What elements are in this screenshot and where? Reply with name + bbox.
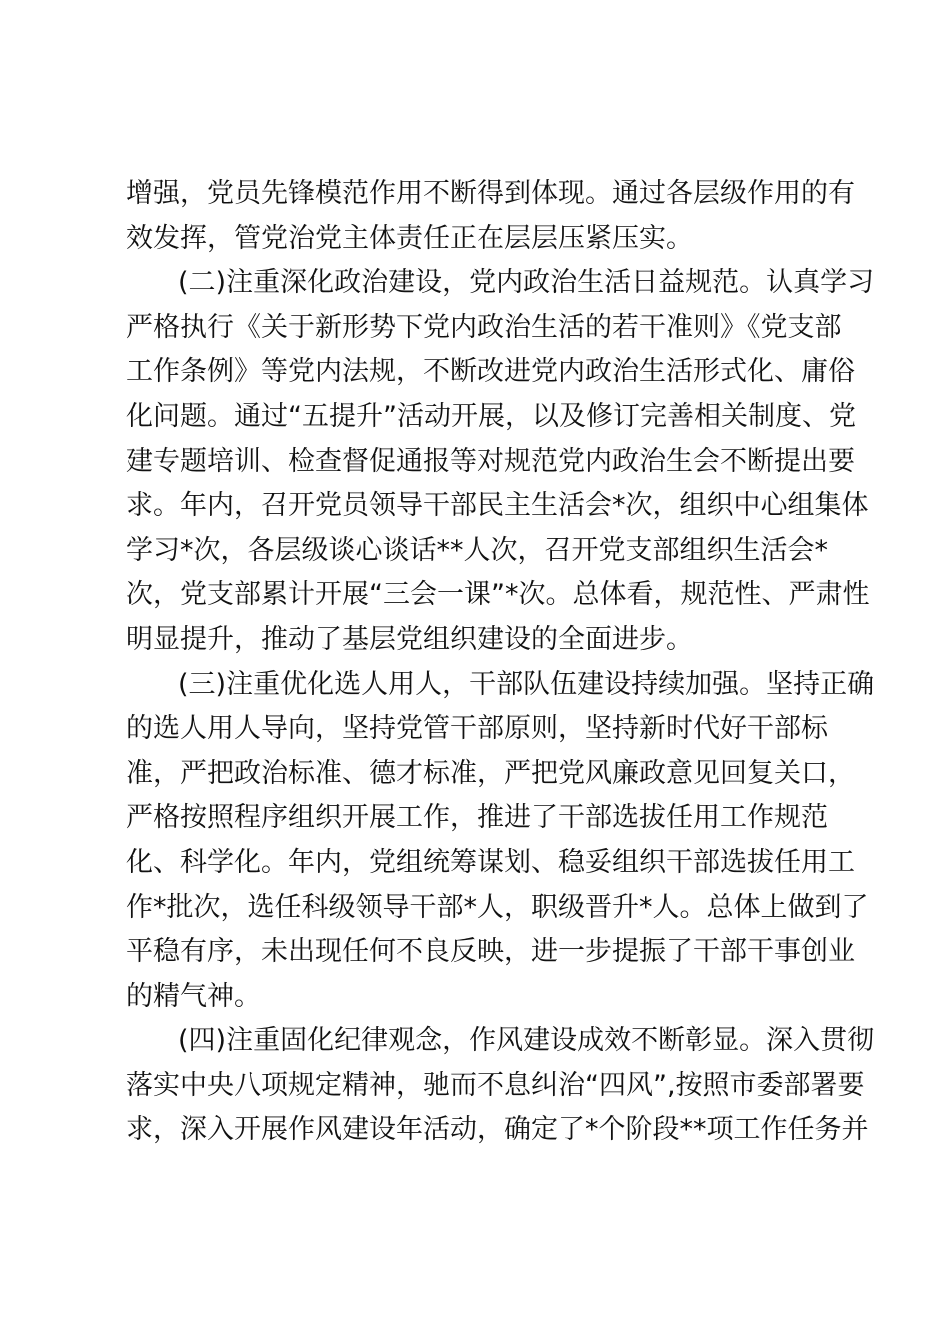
text-line: 化问题。通过“五提升”活动开展，以及修订完善相关制度、党 xyxy=(126,400,856,432)
text-line: 准，严把政治标准、德才标准，严把党风廉政意见回复关口， xyxy=(126,757,855,789)
text-line: 的精气神。 xyxy=(126,980,261,1012)
text-line: 求。年内，召开党员领导干部民主生活会*次，组织中心组集体 xyxy=(126,490,869,522)
text-line: 学习*次，各层级谈心谈话**人次，召开党支部组织生活会* xyxy=(126,534,828,566)
text-line: 效发挥，管党治党主体责任正在层层压紧压实。 xyxy=(126,222,693,254)
text-line: 落实中央八项规定精神，驰而不息纠治“四风”,按照市委部署要 xyxy=(126,1069,865,1101)
text-line: 求，深入开展作风建设年活动，确定了*个阶段**项工作任务并 xyxy=(126,1114,869,1146)
text-line: 工作条例》等党内法规，不断改进党内政治生活形式化、庸俗 xyxy=(126,356,855,388)
section-2-heading-line: (二)注重深化政治建设，党内政治生活日益规范。认真学习 xyxy=(178,267,875,299)
text-line: 的选人用人导向，坚持党管干部原则，坚持新时代好干部标 xyxy=(126,713,828,745)
text-line: 明显提升，推动了基层党组织建设的全面进步。 xyxy=(126,623,693,655)
section-4-heading-line: (四)注重固化纪律观念，作风建设成效不断彰显。深入贯彻 xyxy=(178,1025,875,1057)
section-3-heading-line: (三)注重优化选人用人，干部队伍建设持续加强。坚持正确 xyxy=(178,668,875,700)
body-text xyxy=(126,172,875,1153)
text-line: 建专题培训、检查督促通报等对规范党内政治生会不断提出要 xyxy=(126,445,855,477)
text-line: 作*批次，选任科级领导干部*人，职级晋升*人。总体上做到了 xyxy=(126,891,869,923)
text-line: 严格按照程序组织开展工作，推进了干部选拔任用工作规范 xyxy=(126,802,828,834)
text-line: 次，党支部累计开展“三会一课”*次。总体看，规范性、严肃性 xyxy=(126,579,870,611)
text-line: 严格执行《关于新形势下党内政治生活的若干准则》《党支部 xyxy=(126,311,842,343)
text-line: 化、科学化。年内，党组统筹谋划、稳妥组织干部选拔任用工 xyxy=(126,846,855,878)
text-line: 平稳有序，未出现任何不良反映，进一步提振了干部干事创业 xyxy=(126,936,855,968)
text-line: 增强，党员先锋模范作用不断得到体现。通过各层级作用的有 xyxy=(126,178,855,209)
